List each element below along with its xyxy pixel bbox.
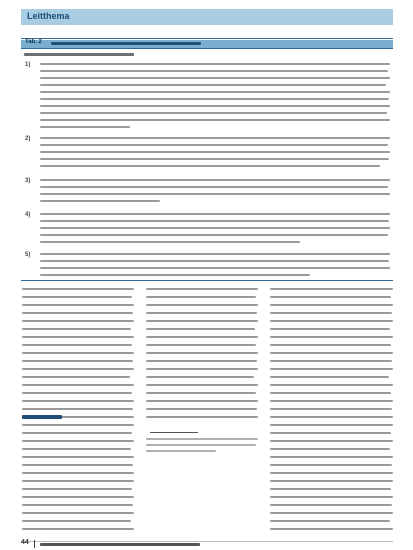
footer-separator [34, 540, 35, 548]
table-row-code: 2) [25, 136, 31, 142]
table-caption-bar [21, 40, 393, 48]
table-row-text [40, 212, 390, 248]
body-column-2 [146, 287, 258, 427]
table-caption-rule [21, 48, 393, 49]
body-column-1 [22, 287, 134, 537]
section-label: Leitthema [27, 11, 70, 21]
table-row-text [40, 178, 390, 208]
body-column-3 [270, 287, 393, 537]
footnote-rule [150, 432, 198, 433]
table-row-code: 3) [25, 178, 31, 184]
table-label: Tab. 2 [25, 39, 42, 45]
table-bottom-rule [21, 280, 393, 281]
table-row-code: 4) [25, 212, 31, 218]
journal-citation [40, 543, 200, 546]
footnote-text [146, 437, 258, 457]
table-subheading-text [24, 50, 134, 58]
footer-rule [21, 541, 393, 542]
table-title-text [51, 39, 201, 47]
table-row-text [40, 252, 390, 280]
section-heading [22, 415, 62, 419]
section-header-bar [21, 9, 393, 25]
table-row-text [40, 136, 390, 176]
page-number: 44 [21, 539, 29, 546]
table-row-code: 1) [25, 62, 31, 68]
table-row-text [40, 62, 390, 132]
table-row-code: 5) [25, 252, 31, 258]
